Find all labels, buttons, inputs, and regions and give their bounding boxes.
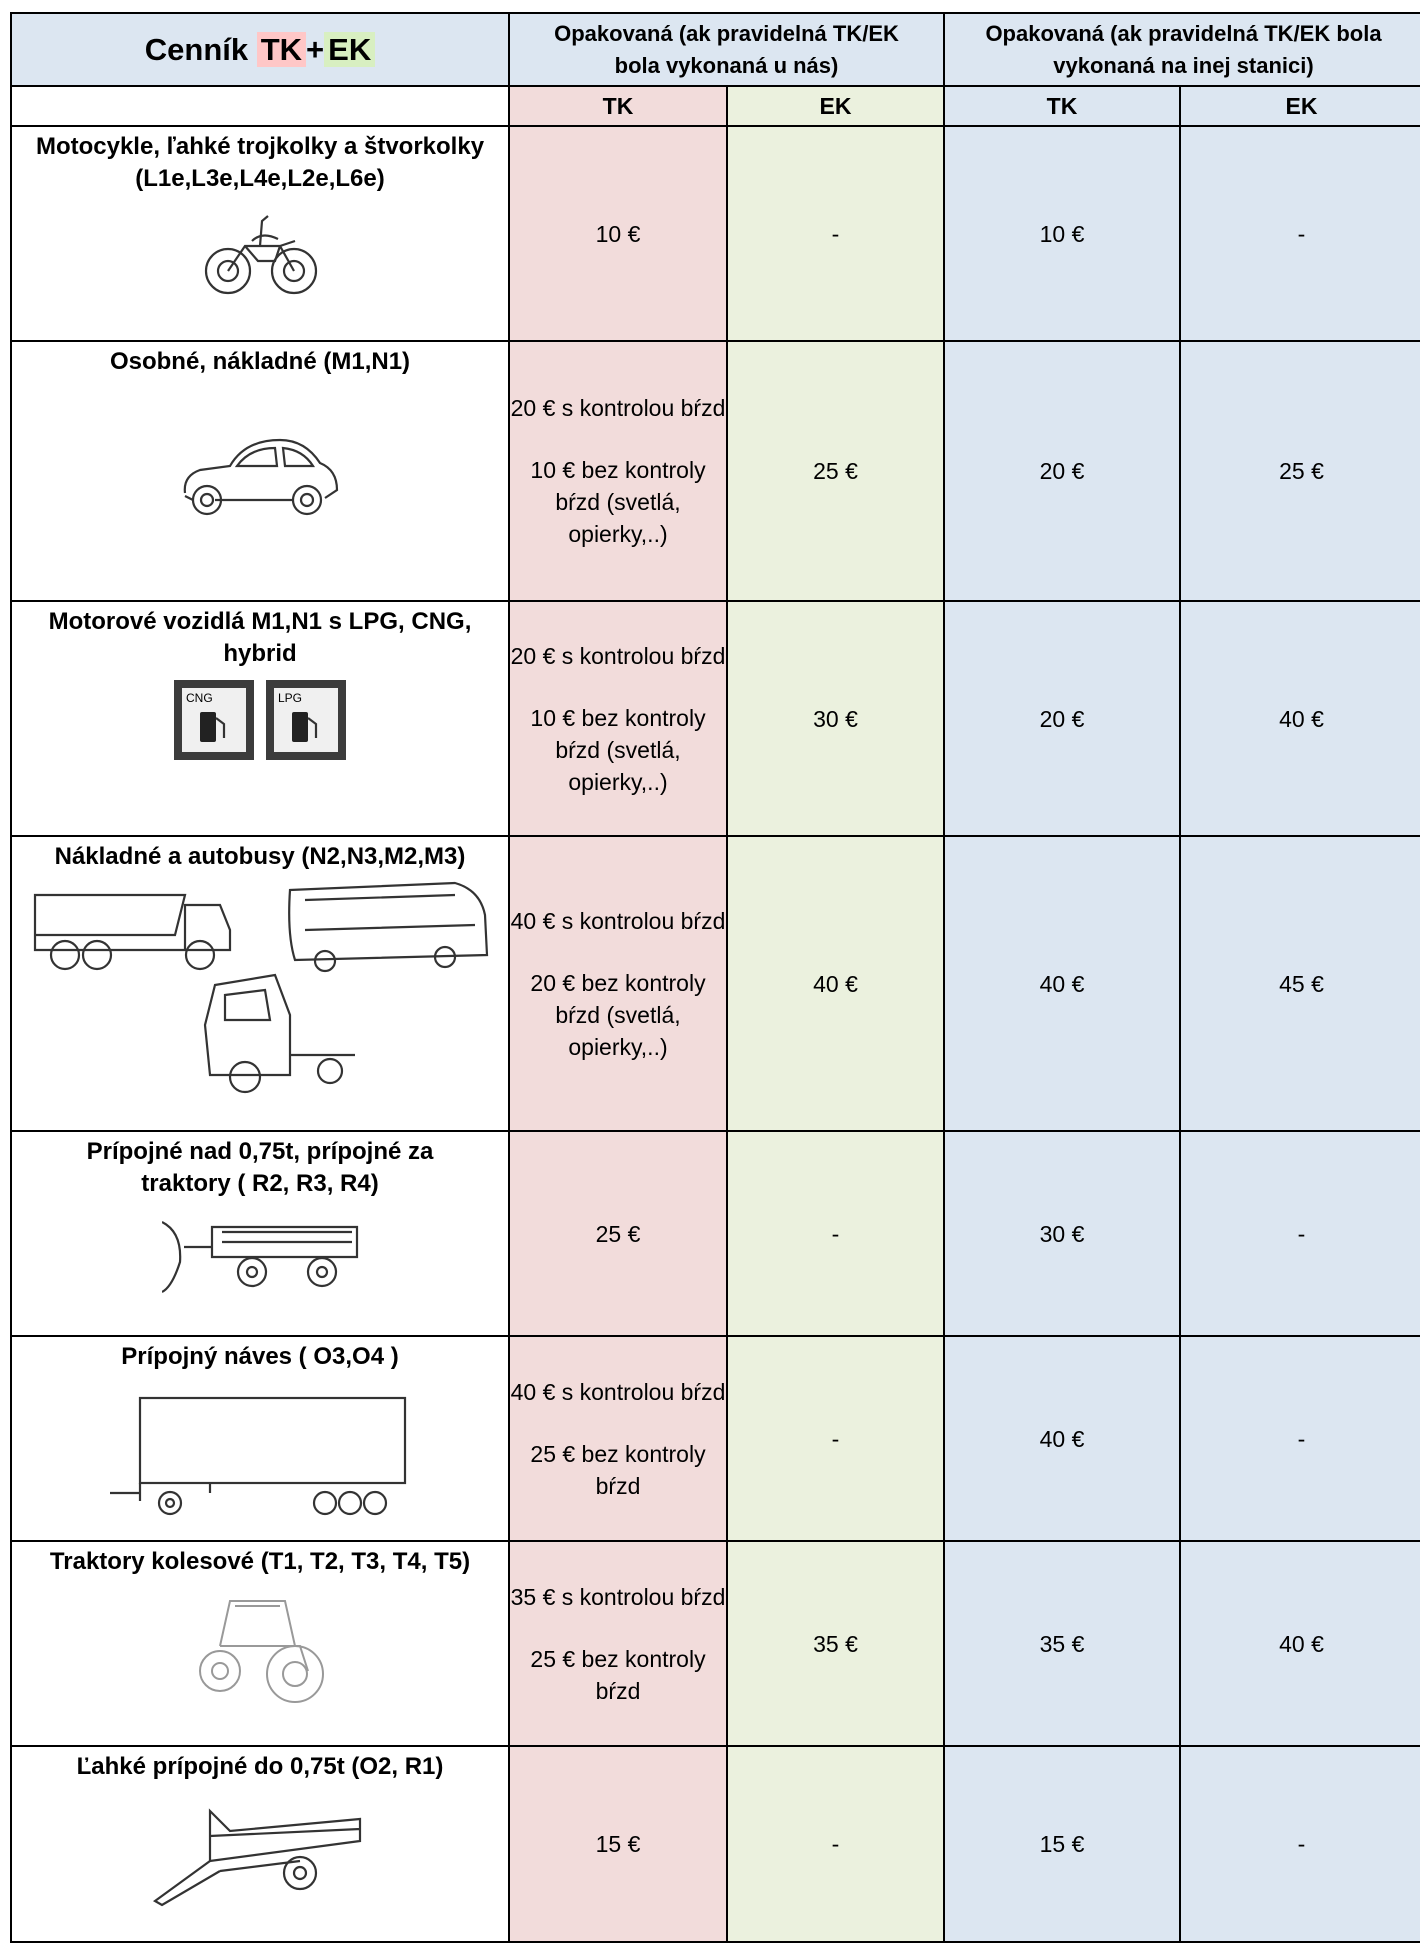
car-icon [175,418,345,528]
price-cell: 10 € [509,126,727,341]
fuel-cng-lpg-icon [170,676,350,766]
price-cell: 40 € [1180,1541,1420,1746]
svg-text:CNG: CNG [186,691,213,705]
price-cell: 10 € [944,126,1180,341]
price-cell: 40 € [727,836,944,1131]
table-row [11,1541,1420,1746]
price-cell: - [1180,1336,1420,1541]
tractor-icon [190,1586,330,1706]
category-cell [11,601,509,836]
price-cell: 25 € [509,1131,727,1336]
category-name: Motorové vozidlá M1,N1 s LPG, CNG, hybrid [48,608,472,667]
price-cell: - [1180,126,1420,341]
table-row [11,601,1420,836]
category-name: Ľahké prípojné do 0,75t (O2, R1) [76,1753,444,1780]
truck-bus-icon [25,875,495,1095]
price-cell: - [727,126,944,341]
price-cell: 30 € [727,601,944,836]
sub-header-tk-other: TK [944,86,1180,126]
price-cell: 25 € [1180,341,1420,601]
sub-header-ek-ours: EK [727,86,944,126]
price-table [10,12,1420,1943]
price-cell: 20 € [944,341,1180,601]
price-cell: 20 € [944,601,1180,836]
table-row [11,836,1420,1131]
price-cell: 40 € [944,836,1180,1131]
category-cell [11,836,509,1131]
price-cell: 40 € [944,1336,1180,1541]
price-cell: 15 € [509,1746,727,1942]
price-cell: 35 € [727,1541,944,1746]
price-cell: 40 € s kontrolou bŕzd 25 € bez kontroly bŕzd [509,1336,727,1541]
title-prefix: Cenník [144,31,257,67]
table-row [11,341,1420,601]
category-cell [11,126,509,341]
category-cell [11,1131,509,1336]
category-cell [11,1336,509,1541]
tractor-trailer-icon [162,1202,362,1297]
col-group-our-station: Opakovaná (ak pravidelná TK/EK bola vykonaná u nás) [509,13,944,86]
price-cell: - [727,1336,944,1541]
price-cell: 40 € [1180,601,1420,836]
price-cell: 35 € s kontrolou bŕzd 25 € bez kontroly bŕzd [509,1541,727,1746]
sub-header-ek-other: EK [1180,86,1420,126]
price-cell: 45 € [1180,836,1420,1131]
category-name: Osobné, nákladné (M1,N1) [109,348,411,375]
title-ek: EK [324,32,375,67]
title-plus: + [306,31,325,67]
category-cell [11,1746,509,1942]
category-name: Prípojné nad 0,75t, prípojné za traktory ( R2, R3, R4) [86,1138,434,1197]
category-name: Traktory kolesové (T1, T2, T3, T4, T5) [49,1548,471,1575]
title-tk: TK [257,32,306,67]
table-row [11,1131,1420,1336]
table-row [11,1336,1420,1541]
semitrailer-icon [110,1393,410,1518]
light-trailer-icon [150,1801,370,1911]
table-row [11,126,1420,341]
price-cell: 30 € [944,1131,1180,1336]
category-name: Motocykle, ľahké trojkolky a štvorkolky (L1e,L3e,L4e,L2e,L6e) [35,133,485,192]
category-cell [11,1541,509,1746]
motorcycle-icon [200,201,320,301]
header-blank-cell [11,86,509,126]
table-title [11,13,509,86]
price-cell: 35 € [944,1541,1180,1746]
table-row [11,1746,1420,1942]
sub-header-tk-ours: TK [509,86,727,126]
svg-text:LPG: LPG [278,691,303,705]
col-group-other-station: Opakovaná (ak pravidelná TK/EK bola vykonaná na inej stanici) [944,13,1420,86]
price-cell: - [1180,1131,1420,1336]
category-cell [11,341,509,601]
price-cell: 20 € s kontrolou bŕzd 10 € bez kontroly bŕzd (svetlá, opierky,..) [509,341,727,601]
category-name: Nákladné a autobusy (N2,N3,M2,M3) [54,843,466,870]
price-cell: 25 € [727,341,944,601]
price-cell: - [727,1746,944,1942]
category-name: Prípojný náves ( O3,O4 ) [121,1343,399,1370]
price-cell: - [1180,1746,1420,1942]
price-cell: - [727,1131,944,1336]
price-cell: 15 € [944,1746,1180,1942]
price-cell: 40 € s kontrolou bŕzd 20 € bez kontroly bŕzd (svetlá, opierky,..) [509,836,727,1131]
price-cell: 20 € s kontrolou bŕzd 10 € bez kontroly bŕzd (svetlá, opierky,..) [509,601,727,836]
